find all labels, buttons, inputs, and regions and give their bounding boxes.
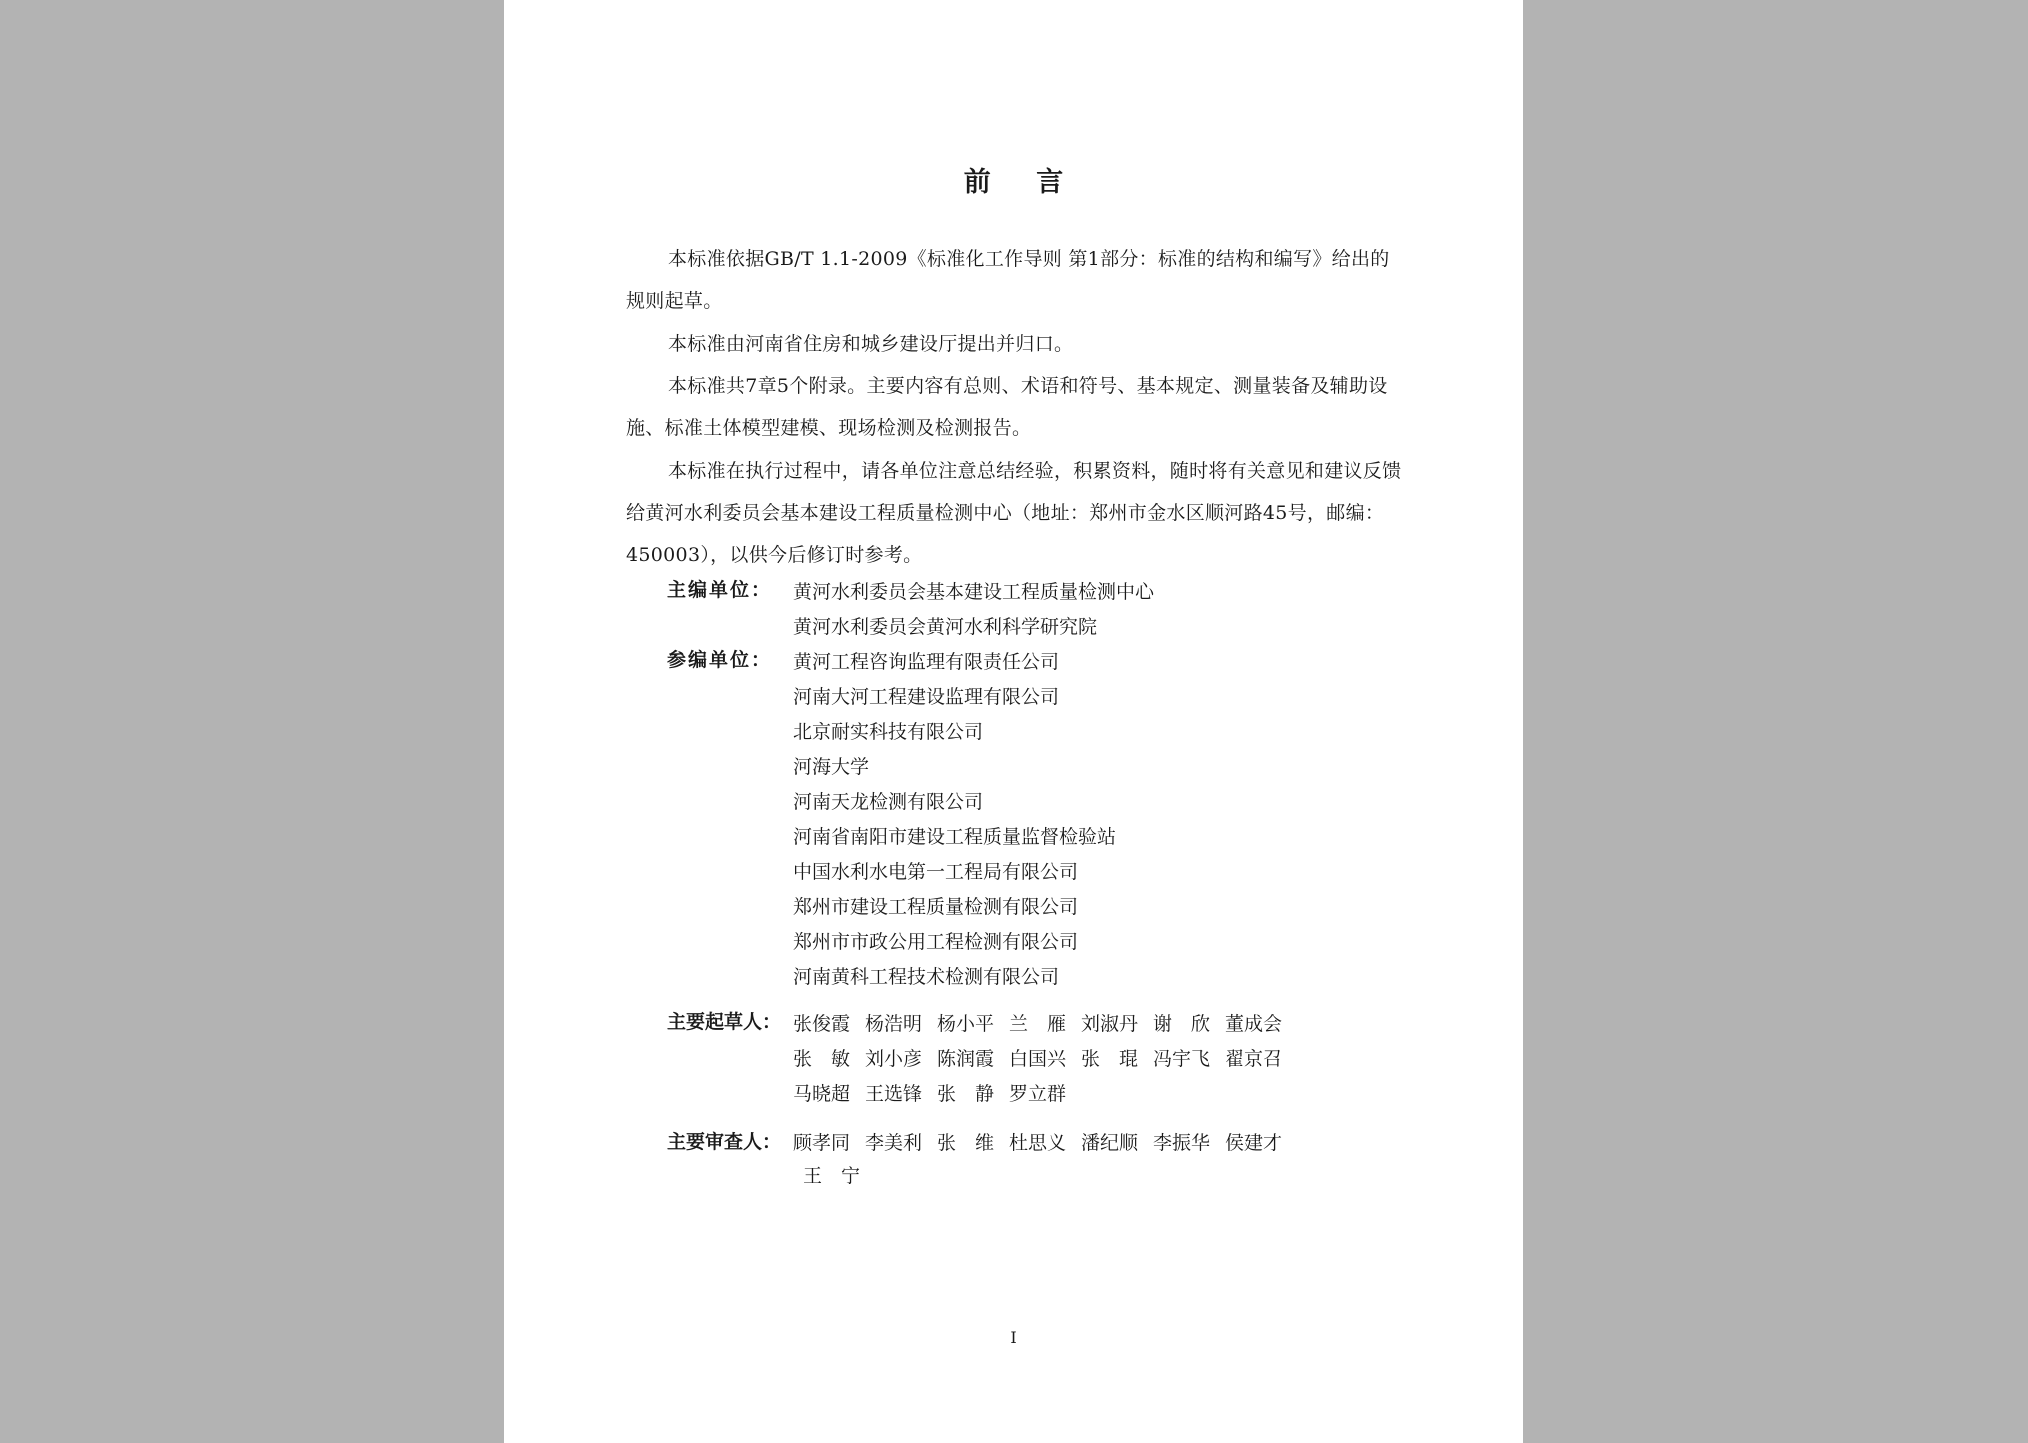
drafter-name: 张 静 bbox=[937, 1083, 995, 1105]
drafter-name: 张 敏 bbox=[793, 1048, 851, 1070]
list-item: 中国水利水电第一工程局有限公司 bbox=[793, 861, 1079, 883]
reviewer-name: 侯建才 bbox=[1225, 1132, 1283, 1154]
reviewer-name: 李美利 bbox=[865, 1132, 923, 1154]
list-item: 河南黄科工程技术检测有限公司 bbox=[793, 966, 1060, 988]
paragraph-basis: 本标准依据GB/T 1.1-2009《标准化工作导则 第1部分：标准的结构和编写》给出的规则起草。 bbox=[626, 248, 1390, 312]
drafter-name: 白国兴 bbox=[1009, 1048, 1067, 1070]
reviewer-name: 张 维 bbox=[937, 1132, 995, 1154]
reviewer-name: 潘纪顺 bbox=[1081, 1132, 1139, 1154]
drafter-name: 陈润霞 bbox=[937, 1048, 995, 1070]
page-number: I bbox=[1010, 1328, 1017, 1347]
participating-units-label: 参编单位： bbox=[667, 649, 773, 671]
drafter-name: 杨浩明 bbox=[865, 1013, 923, 1035]
list-item: 黄河工程咨询监理有限责任公司 bbox=[793, 651, 1060, 673]
drafter-name: 马晓超 bbox=[793, 1083, 851, 1105]
reviewer-name: 顾孝同 bbox=[793, 1132, 851, 1154]
drafter-name: 董成会 bbox=[1225, 1013, 1283, 1035]
drafter-name: 罗立群 bbox=[1009, 1083, 1067, 1105]
drafters-row bbox=[793, 1042, 1297, 1077]
reviewer-name: 李振华 bbox=[1153, 1132, 1211, 1154]
paragraph-contents: 本标准共7章5个附录。主要内容有总则、术语和符号、基本规定、测量装备及辅助设施、标准土体模型建模、现场检测及检测报告。 bbox=[626, 375, 1388, 439]
reviewer-name: 杜思义 bbox=[1009, 1132, 1067, 1154]
drafter-name: 杨小平 bbox=[937, 1013, 995, 1035]
list-item: 河海大学 bbox=[793, 756, 870, 778]
drafter-name: 冯宇飞 bbox=[1153, 1048, 1211, 1070]
drafter-name: 谢 欣 bbox=[1153, 1013, 1211, 1035]
drafter-name: 张俊霞 bbox=[793, 1013, 851, 1035]
participating-units-list bbox=[793, 645, 1116, 995]
drafter-name: 翟京召 bbox=[1225, 1048, 1283, 1070]
paragraph-feedback: 本标准在执行过程中，请各单位注意总结经验，积累资料，随时将有关意见和建议反馈给黄河水利委员会基本建设工程质量检测中心（地址：郑州市金水区顺河路45号，邮编：450003），以供今后修订时参考。 bbox=[626, 460, 1402, 566]
drafters-list bbox=[793, 1007, 1297, 1112]
chief-units-list bbox=[793, 575, 1154, 645]
list-item: 郑州市建设工程质量检测有限公司 bbox=[793, 896, 1079, 918]
reviewers-row bbox=[793, 1127, 1297, 1160]
list-item: 黄河水利委员会黄河水利科学研究院 bbox=[793, 616, 1098, 638]
drafters-label: 主要起草人： bbox=[667, 1011, 782, 1033]
reviewers-list bbox=[793, 1127, 1297, 1193]
drafter-name: 刘淑丹 bbox=[1081, 1013, 1139, 1035]
drafters-row bbox=[793, 1077, 1297, 1112]
drafters-row bbox=[793, 1007, 1297, 1042]
drafter-name: 王选锋 bbox=[865, 1083, 923, 1105]
list-item: 河南天龙检测有限公司 bbox=[793, 791, 984, 813]
drafter-name: 刘小彦 bbox=[865, 1048, 923, 1070]
reviewers-row bbox=[793, 1160, 1297, 1193]
list-item: 黄河水利委员会基本建设工程质量检测中心 bbox=[793, 581, 1155, 603]
list-item: 郑州市市政公用工程检测有限公司 bbox=[793, 931, 1079, 953]
reviewer-name: 王 宁 bbox=[803, 1165, 861, 1187]
list-item: 河南省南阳市建设工程质量监督检验站 bbox=[793, 826, 1117, 848]
page-title: 前 言 bbox=[963, 167, 1082, 198]
list-item: 河南大河工程建设监理有限公司 bbox=[793, 686, 1060, 708]
document-page bbox=[504, 0, 1523, 1443]
reviewers-label: 主要审查人： bbox=[667, 1131, 782, 1153]
paragraph-proposer: 本标准由河南省住房和城乡建设厅提出并归口。 bbox=[668, 333, 1074, 355]
drafter-name: 兰 雁 bbox=[1009, 1013, 1067, 1035]
chief-units-label: 主编单位： bbox=[667, 579, 773, 601]
list-item: 北京耐实科技有限公司 bbox=[793, 721, 984, 743]
drafter-name: 张 琨 bbox=[1081, 1048, 1139, 1070]
